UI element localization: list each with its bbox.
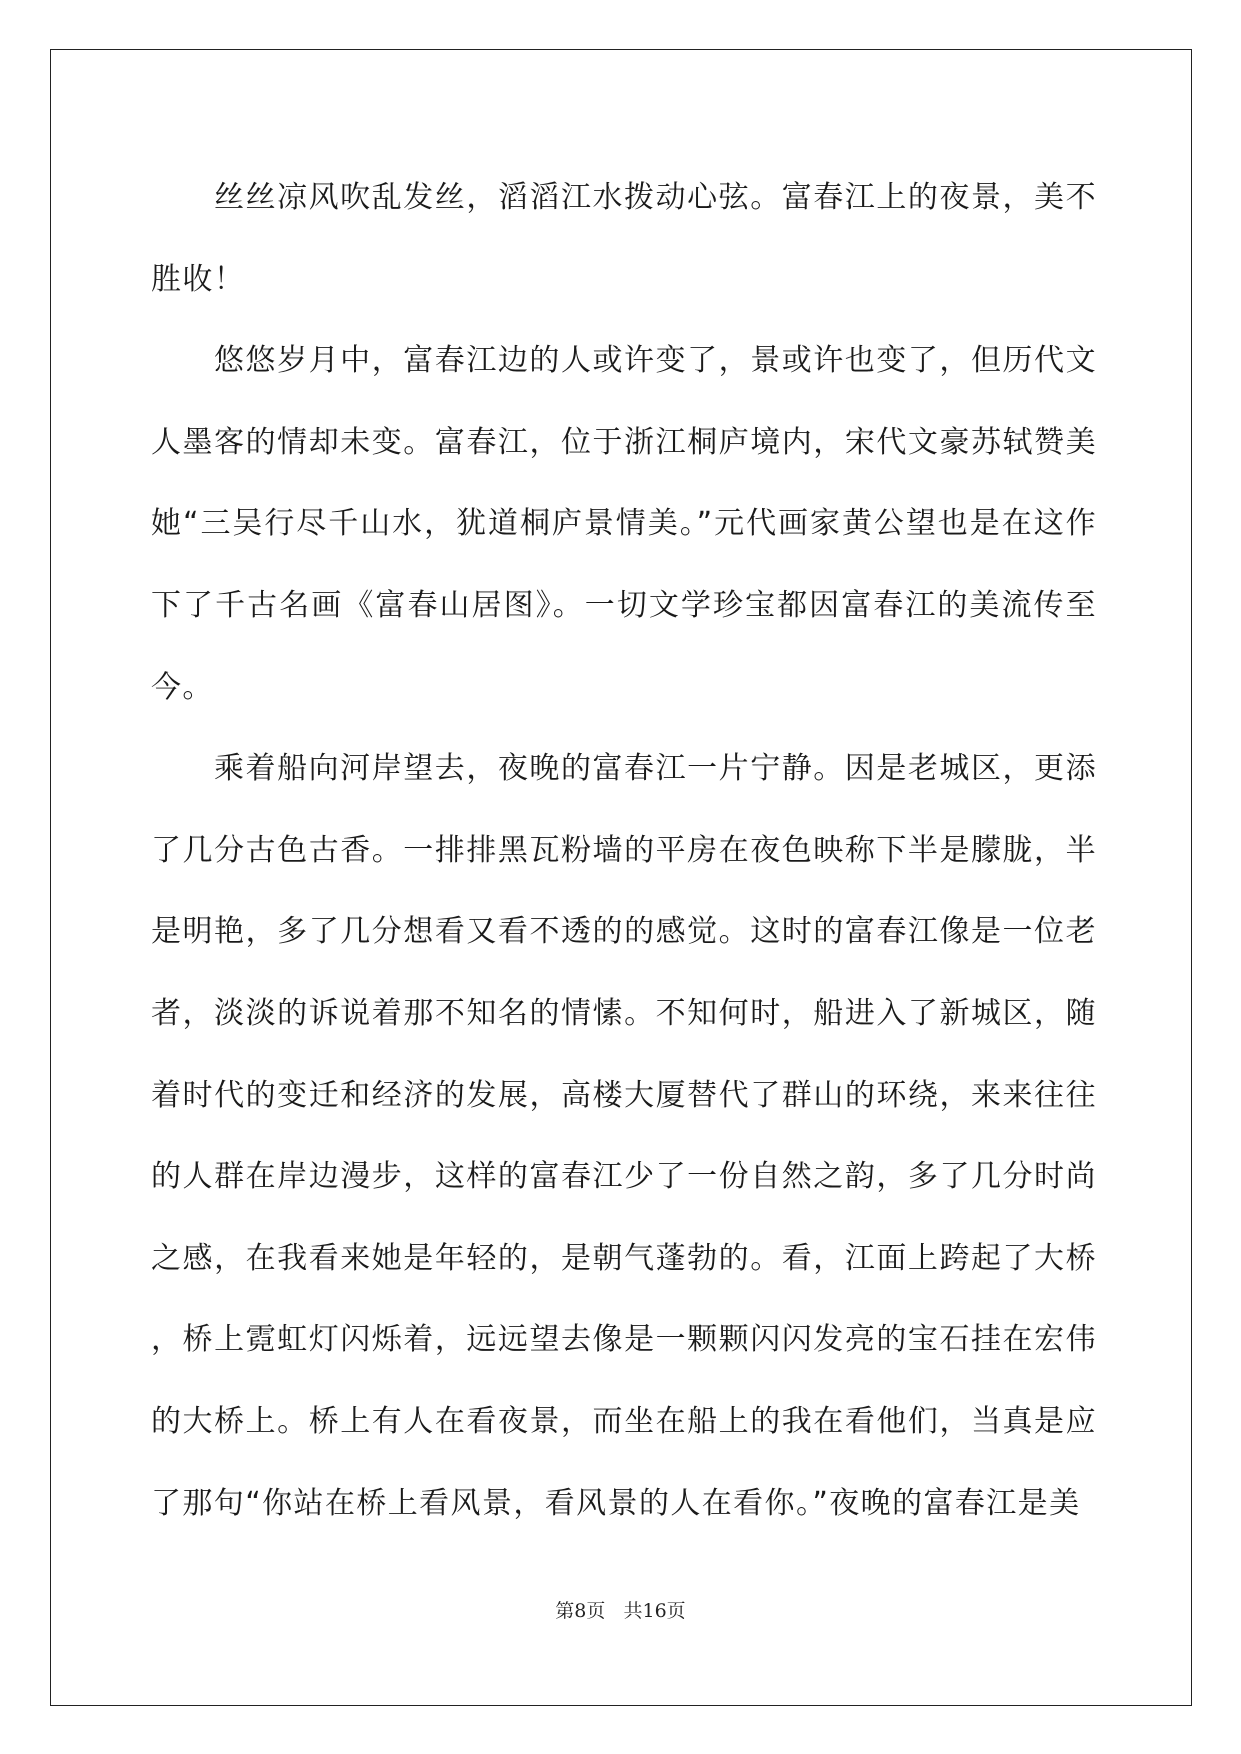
page-number-footer: 第8页 共16页 (555, 1600, 686, 1622)
document-body (151, 157, 1097, 1544)
paragraph-3: 乘着船向河岸望去，夜晚的富春江一片宁静。因是老城区，更添了几分古色古香。一排排黑瓦粉墙的平房在夜色映称下半是朦胧，半是明艳，多了几分想看又看不透的的感觉。这时的富春江像是一位老者，淡淡的诉说着那不知名的情愫。不知何时，船进入了新城区，随着时代的变迁和经济的发展，高楼大厦替代了群山的环绕，来来往往的人群在岸边漫步，这样的富春江少了一份自然之韵，多了几分时尚之感，在我看来她是年轻的，是朝气蓬勃的。看，江面上跨起了大桥，桥上霓虹灯闪烁着，远远望去像是一颗颗闪闪发亮的宝石挂在宏伟的大桥上。桥上有人在看夜景，而坐在船上的我在看他们，当真是应了那句“你站在桥上看风景，看风景的人在看你。”夜晚的富春江是美 (151, 751, 1097, 1521)
paragraph-2: 悠悠岁月中，富春江边的人或许变了，景或许也变了，但历代文人墨客的情却未变。富春江，位于浙江桐庐境内，宋代文豪苏轼赞美她“三吴行尽千山水，犹道桐庐景情美。”元代画家黄公望也是在这作下了千古名画《富春山居图》。一切文学珍宝都因富春江的美流传至今。 (151, 343, 1097, 705)
paragraph-1: 丝丝凉风吹乱发丝，滔滔江水拨动心弦。富春江上的夜景，美不胜收！ (151, 180, 1097, 297)
